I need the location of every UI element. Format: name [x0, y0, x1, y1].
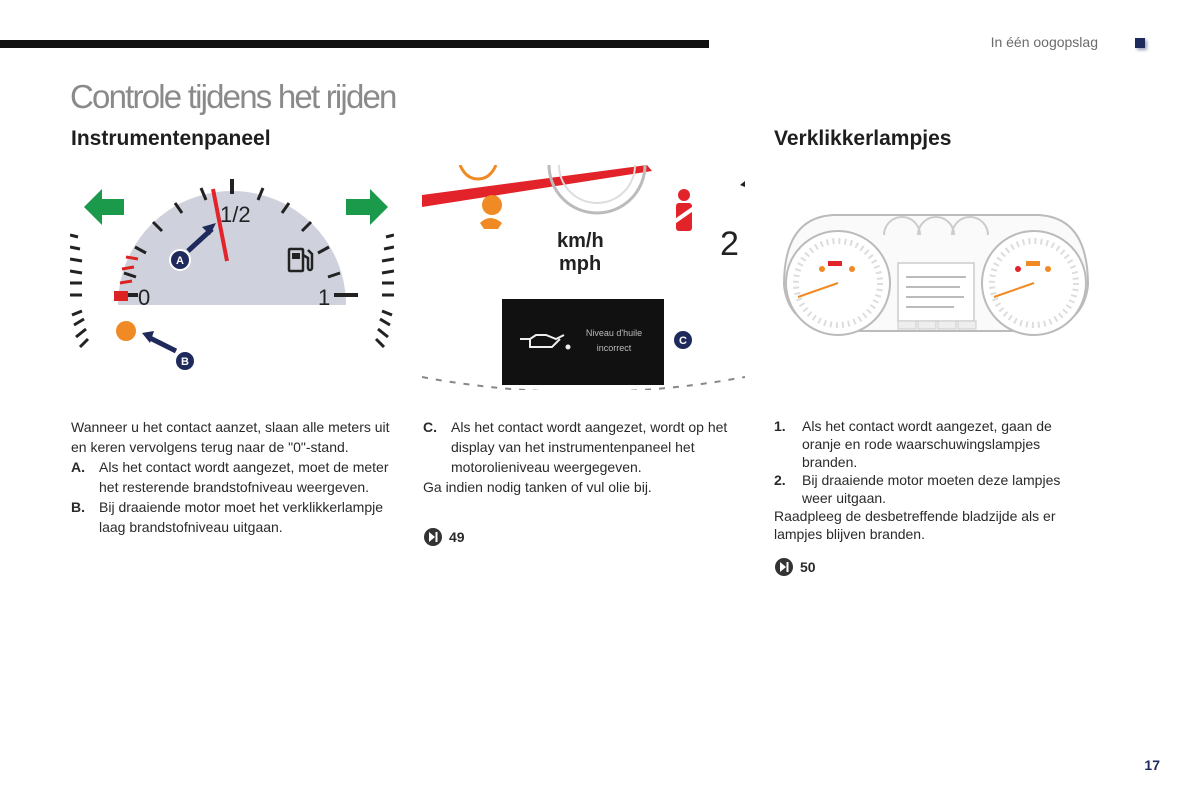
page-ref-icon	[423, 527, 443, 547]
warning-lights-text	[774, 417, 1094, 577]
item-marker: 2.	[774, 472, 786, 488]
svg-text:B: B	[181, 356, 189, 368]
low-fuel-warning-light	[116, 321, 136, 341]
center-display	[898, 263, 974, 321]
list-item-1	[774, 417, 1094, 471]
seatbelt-icon	[670, 189, 700, 231]
item-marker: B.	[71, 499, 85, 515]
reserve-mark	[114, 291, 128, 301]
col3-outro: Raadpleeg de desbetreffende bladzijde als er lampjes blijven branden.	[774, 508, 1056, 542]
gauge-label-half: 1/2	[220, 202, 251, 227]
item-text: Bij draaiende motor moeten deze lampjes weer uitgaan.	[802, 472, 1061, 506]
tachometer-dial	[982, 231, 1086, 335]
item-text: Als het contact wordt aangezet, wordt op het display van het instrumentenpaneel het motorolieniveau weergegeven.	[451, 419, 728, 475]
gauge-label-full: 1	[318, 285, 331, 310]
gauge-label-zero: 0	[138, 285, 151, 310]
oil-level-display	[502, 299, 664, 385]
item-marker: A.	[71, 459, 85, 475]
col1-intro: Wanneer u het contact aanzet, slaan alle meters uit en keren vervolgens terug naar de "0"-stand.	[71, 419, 390, 455]
section-title-instrumentenpaneel: Instrumentenpaneel	[71, 127, 271, 150]
unit-mph: mph	[559, 253, 602, 275]
section-title-verklikkerlampjes: Verklikkerlampjes	[774, 127, 952, 150]
page-reference-50[interactable]	[774, 557, 1094, 577]
speed-needle	[422, 165, 652, 207]
header-square-icon	[1135, 38, 1145, 48]
item-text: Als het contact wordt aangezet, gaan de oranje en rode waarschuwingslampjes branden.	[802, 418, 1052, 470]
turn-right-arrow-icon	[346, 189, 388, 225]
list-item-a	[71, 457, 391, 497]
page-number: 17	[1144, 757, 1160, 773]
item-marker: C.	[423, 419, 437, 435]
item-text: Bij draaiende motor moet het verklikkerlampje laag brandstofniveau uitgaan.	[99, 499, 384, 535]
item-text: Als het contact wordt aangezet, moet de meter het resterende brandstofniveau weergeven.	[99, 459, 389, 495]
page-ref-number: 49	[449, 529, 465, 545]
list-item-b	[71, 497, 391, 537]
list-item-2	[774, 471, 1094, 507]
oil-level-display-figure	[422, 165, 745, 390]
page-title: Controle tijdens het rijden	[70, 78, 396, 115]
list-item-c	[423, 417, 748, 477]
display-text-line2: incorrect	[596, 343, 632, 353]
page-reference-49[interactable]	[423, 527, 748, 547]
col2-outro: Ga indien nodig tanken of vul olie bij.	[423, 479, 652, 495]
display-text-line1: Niveau d'huile	[585, 328, 643, 338]
fuel-gauge-figure	[70, 165, 394, 390]
unit-kmh: km/h	[557, 230, 604, 252]
svg-text:A: A	[176, 255, 184, 267]
svg-text:C: C	[679, 335, 687, 347]
speedometer-dial	[786, 231, 890, 335]
speed-partial-number: 2	[720, 225, 739, 263]
warning-icon-fragment	[460, 165, 496, 179]
header-rule	[0, 40, 709, 48]
passenger-airbag-icon	[480, 195, 502, 229]
turn-left-arrow-icon	[84, 189, 124, 225]
oil-level-text	[423, 417, 748, 547]
instrument-panel-text	[71, 417, 391, 537]
dashboard-overview-figure	[774, 165, 1098, 390]
page-ref-icon	[774, 557, 794, 577]
item-marker: 1.	[774, 418, 786, 434]
page-ref-number: 50	[800, 559, 816, 575]
section-header-label: In één oogopslag	[990, 34, 1098, 50]
